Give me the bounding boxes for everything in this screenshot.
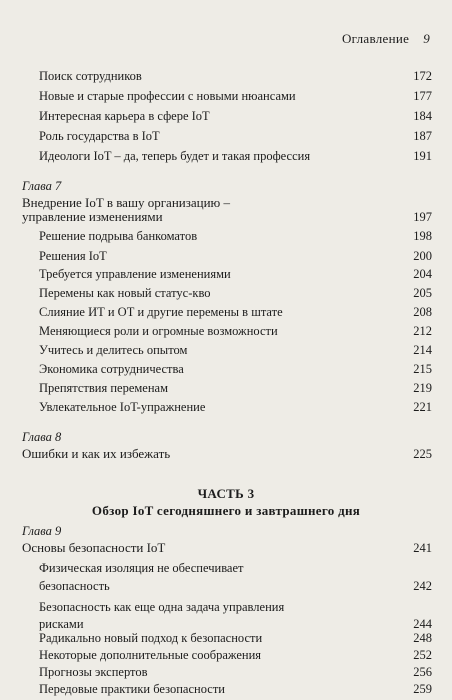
toc-entry[interactable]: Решение подрыва банкоматов 198 (39, 229, 432, 243)
chapter-8-title[interactable]: Ошибки и как их избежать 225 (22, 446, 432, 461)
toc-entry[interactable]: Учитесь и делитесь опытом 214 (39, 343, 432, 357)
toc-entry[interactable]: Прогнозы экспертов 256 (39, 665, 432, 679)
running-head-page-number: 9 (423, 31, 430, 46)
toc-entry[interactable]: Перемены как новый статус-кво 205 (39, 286, 432, 300)
toc-entry[interactable]: Некоторые дополнительные соображения 252 (39, 648, 432, 662)
toc-entry-line-1[interactable]: Безопасность как еще одна задача управления (39, 600, 285, 614)
toc-entry[interactable]: Идеологи IoT – да, теперь будет и такая профессия 191 (39, 149, 432, 163)
toc-entry[interactable]: Требуется управление изменениями 204 (39, 267, 432, 281)
toc-entry[interactable]: Решения IoT 200 (39, 249, 432, 263)
part-3-title: Обзор IoT сегодняшнего и завтрашнего дня (91, 503, 361, 518)
toc-entry[interactable]: Интересная карьера в сфере IoT 184 (39, 109, 432, 123)
toc-entry[interactable]: Передовые практики безопасности 259 (39, 682, 432, 696)
toc-entry-line-1[interactable]: Физическая изоляция не обеспечивает (39, 561, 244, 575)
running-head (342, 31, 430, 47)
chapter-8-label: Глава 8 (22, 430, 62, 444)
chapter-9-title[interactable]: Основы безопасности IoT 241 (22, 540, 432, 555)
chapter-7-title-line-1[interactable]: Внедрение IoT в вашу организацию – (22, 195, 231, 210)
toc-entry[interactable]: Поиск сотрудников 172 (39, 69, 432, 83)
toc-entry-line-2[interactable]: безопасность 242 (39, 579, 432, 593)
chapter-7-label: Глава 7 (22, 179, 62, 193)
toc-entry[interactable]: Слияние ИТ и ОТ и другие перемены в штате 208 (39, 305, 432, 319)
toc-entry[interactable]: Меняющиеся роли и огромные возможности 212 (39, 324, 432, 338)
toc-entry[interactable]: Экономика сотрудничества 215 (39, 362, 432, 376)
chapter-7-title-line-2[interactable]: управление изменениями 197 (22, 209, 432, 224)
toc-entry[interactable]: Новые и старые профессии с новыми нюансами 177 (39, 89, 432, 103)
toc-entry[interactable]: Роль государства в IoT 187 (39, 129, 432, 143)
part-3-label: ЧАСТЬ 3 (197, 486, 255, 501)
toc-entry-line-2[interactable]: рисками 244 (39, 617, 432, 631)
running-head-title: Оглавление (341, 31, 410, 46)
chapter-9-label: Глава 9 (22, 524, 62, 538)
toc-entry[interactable]: Препятствия переменам 219 (39, 381, 432, 395)
toc-entry[interactable]: Радикально новый подход к безопасности 248 (39, 631, 432, 645)
toc-entry[interactable]: Увлекательное IoT-упражнение 221 (39, 400, 432, 414)
